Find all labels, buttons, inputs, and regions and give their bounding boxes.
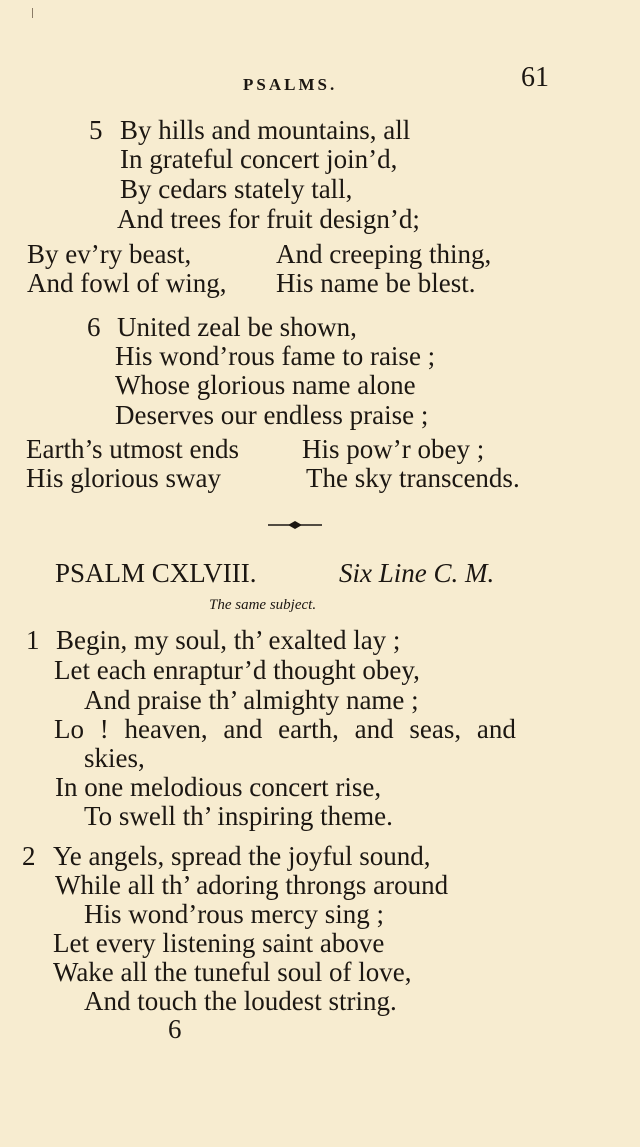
- stanza-line: And trees for fruit design’d;: [117, 204, 420, 234]
- couplet-right: And creeping thing,: [276, 239, 492, 269]
- verse-line: Begin, my soul, th’ exalted lay ;: [56, 625, 401, 655]
- stanza-line: United zeal be shown,: [117, 312, 357, 342]
- verse-line: Wake all the tuneful soul of love,: [53, 957, 412, 987]
- verse-line: To swell th’ inspiring theme.: [84, 801, 393, 831]
- couplet-right: The sky transcends.: [306, 463, 520, 493]
- psalm-title: PSALM CXLVIII.: [55, 558, 257, 588]
- margin-mark: [32, 8, 33, 18]
- ornament-rule: [268, 517, 322, 533]
- stanza-line: By cedars stately tall,: [120, 174, 353, 204]
- verse-number: 1: [26, 625, 40, 655]
- couplet-right: His name be blest.: [276, 268, 476, 298]
- verse-line: Let each enraptur’d thought obey,: [54, 655, 420, 685]
- signature-mark: 6: [168, 1014, 182, 1044]
- couplet-left: And fowl of wing,: [27, 268, 227, 298]
- page-number: 61: [521, 62, 549, 93]
- verse-line: In one melodious concert rise,: [55, 772, 382, 802]
- psalm-meter: Six Line C. M.: [339, 558, 495, 588]
- verse-line: Ye angels, spread the joyful sound,: [53, 841, 431, 871]
- verse-line: And praise th’ almighty name ;: [84, 685, 419, 715]
- couplet-left: By ev’ry beast,: [27, 239, 192, 269]
- running-head: PSALMS.: [243, 75, 338, 94]
- stanza-line: In grateful concert join’d,: [120, 144, 398, 174]
- couplet-right: His pow’r obey ;: [302, 434, 485, 464]
- verse-line: And touch the loudest string.: [84, 986, 397, 1016]
- stanza-number: 5: [89, 115, 103, 145]
- couplet-left: His glorious sway: [26, 463, 221, 493]
- verse-line: skies,: [84, 743, 145, 773]
- couplet-left: Earth’s utmost ends: [26, 434, 239, 464]
- stanza-number: 6: [87, 312, 101, 342]
- stanza-line: His wond’rous fame to raise ;: [115, 341, 436, 371]
- verse-number: 2: [22, 841, 36, 871]
- verse-line: His wond’rous mercy sing ;: [84, 899, 384, 929]
- verse-line: Let every listening saint above: [53, 928, 385, 958]
- stanza-line: Whose glorious name alone: [115, 370, 416, 400]
- stanza-line: By hills and mountains, all: [120, 115, 411, 145]
- verse-line: Lo ! heaven, and earth, and seas, and: [54, 714, 516, 744]
- stanza-line: Deserves our endless praise ;: [115, 400, 429, 430]
- psalm-subtitle: The same subject.: [209, 597, 317, 613]
- verse-line: While all th’ adoring throngs around: [55, 870, 449, 900]
